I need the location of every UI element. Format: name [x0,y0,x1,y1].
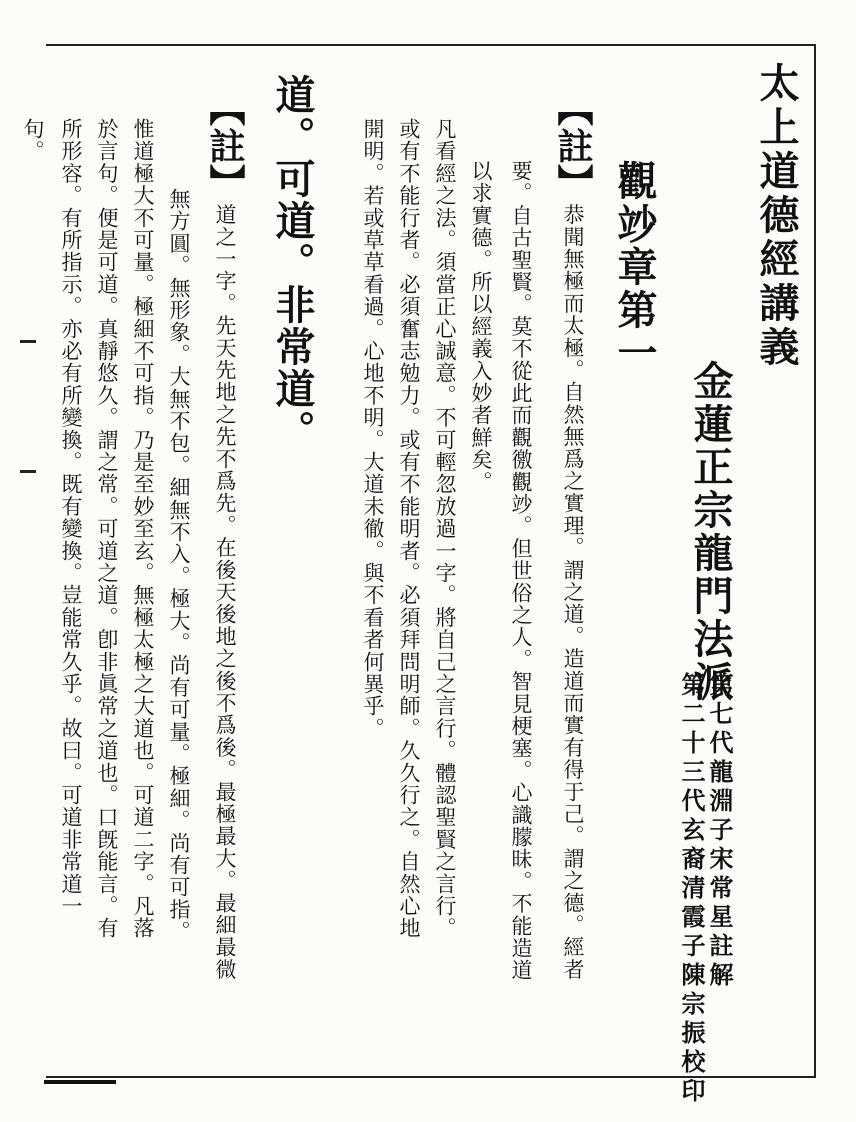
commentary-line: 以求實德。所以經義入妙者鮮矣。 [469,160,493,493]
margin-mark [20,340,36,343]
commentary-line: 凡看經之法。須當正心誠意。不可輕忽放過一字。將自己之言行。體認聖賢之言行。 [433,118,457,940]
commentary-line: 無方圓。無形象。大無不包。細無不入。極大。尚有可量。極細。尚有可指。 [167,188,191,943]
margin-mark [20,470,36,473]
commentary-line: 惟道極大不可量。極細不可指。乃是至妙至玄。無極太極之大道也。可道二字。凡落 [131,118,155,940]
commentary-line: 或有不能行者。必須奮志勉力。或有不能明者。必須拜問明師。久久行之。自然心地 [397,118,421,940]
lineage-heading: 金蓮正宗龍門法派 [687,360,734,704]
commentary-line: 要。自古聖賢。莫不從此而觀徼觀竗。但世俗之人。智見梗塞。心識朦昧。不能造道 [509,160,533,982]
commentary-line: 於言句。便是可道。真靜悠久。謂之常。可道之道。卽非眞常之道也。口旣能言。有 [95,118,119,940]
commentary-line: 【註】道之一字。先天先地之先不爲先。在後天後地之後不爲後。最極最大。最細最微 [200,88,251,981]
commentary-line: 句。 [21,118,45,163]
chapter-title: 觀竗章第一 [611,160,658,375]
proofreader-credit: 第二十三代玄裔清霞子陳宗振校印 [677,672,706,1107]
note-tag: 【註】 [204,90,246,202]
commentary-line: 所形容。有所指示。亦必有所變換。既有變換。豈能常久乎。故曰。可道非常道一 [59,118,83,918]
note-tag: 【註】 [552,90,594,202]
annotator-credit: 第七代龍淵子宋常星註解 [705,672,734,991]
commentary-line: 開明。若或草草看過。心地不明。大道未徹。與不看者何異乎。 [361,118,385,740]
bottom-rule [44,1080,116,1084]
book-title: 太上道德經講義 [753,62,800,370]
scripture-verse: 道。可道。非常道。 [269,74,316,452]
commentary-line: 【註】恭聞無極而太極。自然無爲之實理。謂之道。造道而實有得于己。謂之德。經者 [548,88,599,981]
